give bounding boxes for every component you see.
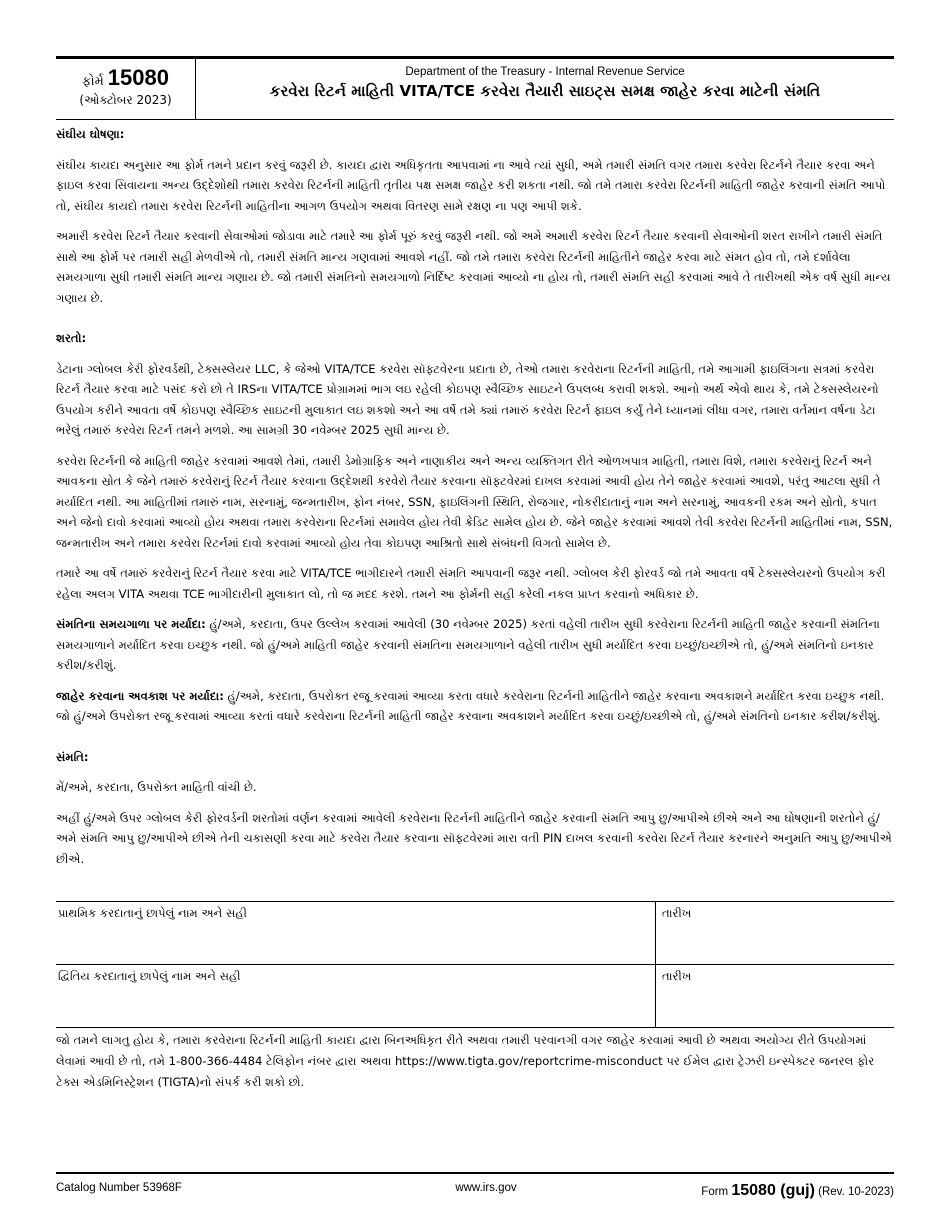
form-footer [56,1172,894,1200]
form-header [56,56,894,120]
secondary-taxpayer-signature-field[interactable]: દ્વિતિય કરદાતાનું છાપેલું નામ અને સહી [56,965,656,1027]
signature-table [56,901,894,1028]
consent-paragraph-1: મેં/અમે, કરદાતા, ઉપરોક્ત માહિતી વાંચી છે. [56,780,257,794]
terms-heading: શરતો: [56,331,87,345]
form-revision: (ઓક્ટોબર 2023) [79,93,172,107]
duration-limit-label: સંમતિના સમયગાળા પર મર્યાદા: [56,617,206,631]
catalog-number: Catalog Number 53968F [56,1182,182,1194]
terms-paragraph-3: તમારે આ વર્ષે તમારું કરવેરાનું રિટર્ન તૈયાર કરવા માટે VITA/TCE ભાગીદારને તમારી સંમતિ આપવાની જરૂર નથી. ગ્લોબલ કેરી ફોરવર્ડ જો તમે આવતા વર્ષે ટેક્સસ્લેયરનો ઉપયોગ કરી રહેલા અલગ VITA અથવા TCE ભાગીદારીની મુલાકાત લો, તો જ મદદ કરશે. તમને આ ફોર્મની સહી કરેલી નકલ પ્રાપ્ત કરવાનો અધિકાર છે. [56,566,886,601]
department-name: Department of the Treasury - Internal Revenue Service [405,66,685,78]
footer-form-id: 15080 (guj) [731,1182,815,1199]
federal-notice-heading: સંઘીય ઘોષણા: [56,127,125,141]
scope-limit-label: જાહેર કરવાના અવકાશ પર મર્યાદા: [56,688,224,703]
secondary-date-field[interactable]: તારીખ [662,969,692,983]
irs-website: www.irs.gov [455,1182,517,1194]
scope-limit-text: હું/અમે, કરદાતા, ઉપરોક્ત રજૂ કરવામાં આવ્યા કરતા વધારે કરવેરાના રિટર્નની માહિતીને જાહેર કરવાના અવકાશને મર્યાદિત કરવા ઇચ્છુક નથી. જો હું/અમે ઉપરોક્ત રજૂ કરવામાં આવ્યા કરતાં વધારે કરવેરાના રિટર્નની માહિતી જાહેર કરવાના અવકાશને મર્યાદિત કરવા ઇચ્છું/ઇચ્છીએ તો, હું/અમે સંમતિનો ઇનકાર કરીશ/કરીશું. [56,688,885,723]
duration-limit-text: હું/અમે, કરદાતા, ઉપર ઉલ્લેખ કરવામાં આવેલી (30 નવેમ્બર 2025) કરતાં વહેલી તારીખ સુધી કરવેરાના રિટર્નની માહિતી જાહેર કરવાની સંમતિના સમયગાળાને મર્યાદિત કરવા ઇચ્છુક નથી. જો હું/અમે માહિતી જાહેર કરવાની સંમતિના સમયગાળાને વહેલી તારીખ સુધી મર્યાદિત કરવા ઇચ્છું/ઇચ્છીએ તો, હું/અમે સંમતિનો ઇનકાર કરીશ/કરીશું. [56,617,880,672]
footer-form-prefix: Form [701,1186,729,1198]
federal-notice-paragraph-2: અમારી કરવેરા રિટર્ન તૈયાર કરવાની સેવાઓમાં જોડાવા માટે તમારે આ ફોર્મ પૂરું કરવું જરૂરી નથી. જો અમે અમારી કરવેરા રિટર્ન તૈયાર કરવાની સેવાઓની શરત રાખીને તમારી સંમતિ સાથે આ ફોર્મ પર તમારી સહી મેળવીએ તો, તમારી સંમતિ માન્ય ગણવામાં આવશે નહીં. જો તમે તમારા કરવેરા રિટર્નની માહિતીને જાહેર કરવા માટે સંમત હોવ તો, તમે દર્શાવેલા સમયગાળા સુધી તમારી સંમતિ માન્ય ગણાય છે. જો તમારી સંમતિનો સમયગાળો નિર્દિષ્ટ કરવામાં આવ્યો ના હોય તો, તમારી સંમતિ સહી કરવામાં આવે તે તારીખથી એક વર્ષ સુધી માન્ય ગણાય છે. [56,229,891,305]
secondary-signature-row [56,965,894,1028]
form-title-box [196,59,894,119]
terms-paragraph-2: કરવેરા રિટર્નની જે માહિતી જાહેર કરવામાં આવશે તેમાં, તમારી ડેમોગ્રાફિક અને નાણાકીય અને અન્ય વ્યક્તિગત રીતે ઓળખપાત્ર માહિતી, તમારા વિશે, તમારા કરવેરાનું રિટર્ન અને આવકના સ્રોત કે જેને તમારું કરવેરાનું રિટર્ન તૈયાર કરવાના ઉદ્દેશથી કરવેરો તૈયાર કરવાના સૉફ્ટવેરમાં દાખલ કરવામાં આવી હોય તેને જાહેર કરવામાં આવશે, પરંતુ આટલા સુધી તે મર્યાદિત નથી. આ માહિતીમાં તમારું નામ, સરનામું, જન્મતારીખ, ફોન નંબર, SSN, ફાઇલિંગની સ્થિતિ, રોજગાર, નોકરીદાતાનું નામ અને સરનામું, આવકની રકમ અને સ્રોતો, કપાત અને જેનો દાવો કરવામાં આવ્યો હોય અથવા તમારા કરવેરાના રિટર્નમાં સમાવેલ હોય તેવી ક્રેડિટ સામેલ હોય છે. જેને જાહેર કરવામાં આવશે તેવી કરવેરા રિટર્નની માહિતીમાં નામ, SSN, જન્મતારીખ અને તમારા કરવેરા રિટર્નમાં દાવો કરવામાં આવ્યો હોય તેવા કોઇપણ આશ્રિતો સાથે સંબંધની વિગતો સામેલ છે. [56,453,893,550]
form-body [56,124,894,879]
footer-revision: (Rev. 10-2023) [818,1186,894,1198]
consent-heading: સંમતિ: [56,749,89,764]
tigta-footnote: જો તમને લાગતુ હોય કે, તમારા કરવેરાના રિટર્નની માહિતી કાયદા દ્વારા બિનઅધિકૃત રીતે અથવા તમારી પરવાનગી વગર જાહેર કરવામાં આવી છે અથવા અયોગ્ય રીતે ઉપયોગમાં લેવામાં આવી છે તો, તમે 1-800-366-4484 ટેલિફોન નંબર દ્વારા અથવા https://www.tigta.gov/reportcrime-misconduct પર ઈમેલ દ્વારા ટ્રેઝરી ઇન્સ્પેક્ટર જનરલ ફોર ટેક્સ એડમિનિસ્ટ્રેશન (TIGTA)નો સંપર્ક કરી શકો છો. [56,1033,875,1089]
form-id-box [56,59,196,119]
terms-paragraph-1: ડેટાના ગ્લોબલ કેરી ફોરવર્ડથી, ટેક્સસ્લેયર LLC, કે જેઓ VITA/TCE કરવેરા સૉફ્ટવેરના પ્રદાતા છે, તેઓ તમારા કરવેરાના રિટર્નની માહિતી, તમે આગામી ફાઇલિંગના સત્રમાં કરવેરા રિટર્ન તૈયાર કરવા માટે પસંદ કરો છો તે IRSના VITA/TCE પ્રોગ્રામમાં ભાગ લઇ રહેલી કોઇપણ સ્વૈચ્છિક સાઇટને ઉપલબ્ધ કરાવી શકશે. આનો અર્થ એવો થાય કે, તમે ટેક્સસ્લેયરનો ઉપયોગ કરીને આવતા વર્ષે કોઇપણ સ્વૈચ્છિક સાઇટની મુલાકાત લઇ શકશો અને આ વર્ષે તમે ક્યાં તમારું કરવેરા રિટર્ન ફાઇલ કર્યું તેને ધ્યાનમાં લીધા વગર, તમારા વર્તમાન વર્ષના ડેટા ભરેલું તમારું કરવેરા રિટર્ન તમને મળશે. આ સામગ્રી 30 નવેમ્બર 2025 સુધી માન્ય છે. [56,361,879,437]
primary-signature-row [56,902,894,965]
scope-limit-paragraph [56,686,894,727]
primary-taxpayer-signature-field[interactable]: પ્રાથમિક કરદાતાનું છાપેલું નામ અને સહી [56,902,656,964]
form-page [56,0,894,1230]
federal-notice-paragraph-1: સંઘીય કાયદા અનુસાર આ ફોર્મ તમને પ્રદાન કરવું જરૂરી છે. કાયદા દ્વારા અધિકૃતતા આપવામાં ના આવે ત્યાં સુધી, અમે તમારી સંમતિ વગર તમારા કરવેરા રિટર્નને તૈયાર કરવા અને ફાઇલ કરવા સિવાયના અન્ય ઉદ્દેશોથી તમારા કરવેરા રિટર્નની માહિતી તૃતીય પક્ષ સમક્ષ જાહેર કરી શકતા નથી. જો તમે તમારા કરવેરા રિટર્નની માહિતી જાહેર કરવાની સંમતિ આપો તો, સંઘીય કાયદો તમારા કરવેરા રિટર્નની માહિતીના આગળ ઉપયોગ અથવા વિતરણ સામે રક્ષણ ના પણ આપી શકે. [56,157,886,213]
form-label: ફોર્મ [82,74,104,89]
form-title: કરવેરા રિટર્ન માહિતી VITA/TCE કરવેરા તૈયારી સાઇટ્સ સમક્ષ જાહેર કરવા માટેની સંમતિ [269,82,821,100]
duration-limit-paragraph [56,614,894,676]
primary-date-field[interactable]: તારીખ [662,906,692,920]
form-number: 15080 [107,65,169,90]
footer-form-number [616,1182,894,1200]
consent-paragraph-2: અહીં હું/અમે ઉપર ગ્લોબલ કેરી ફોરવર્ડની શરતોમાં વર્ણન કરવામાં આવેલી કરવેરાના રિટર્નની માહિતીને જાહેર કરવાની સંમતિ આપુ છુ/આપીએ છીએ અને આ ઘોષણાની શરતોને હું/અમે સંમતિ આપુ છુ/આપીએ છીએ તેની ચકાસણી કરવા માટે કરવેરા તૈયાર કરવાના સૉફ્ટવેરમાં મારા વતી PIN દાખલ કરવાની કરવેરા રિટર્ન તૈયાર કરનારને અનુમતિ આપુ છુ/આપીએ છીએ. [56,810,892,866]
